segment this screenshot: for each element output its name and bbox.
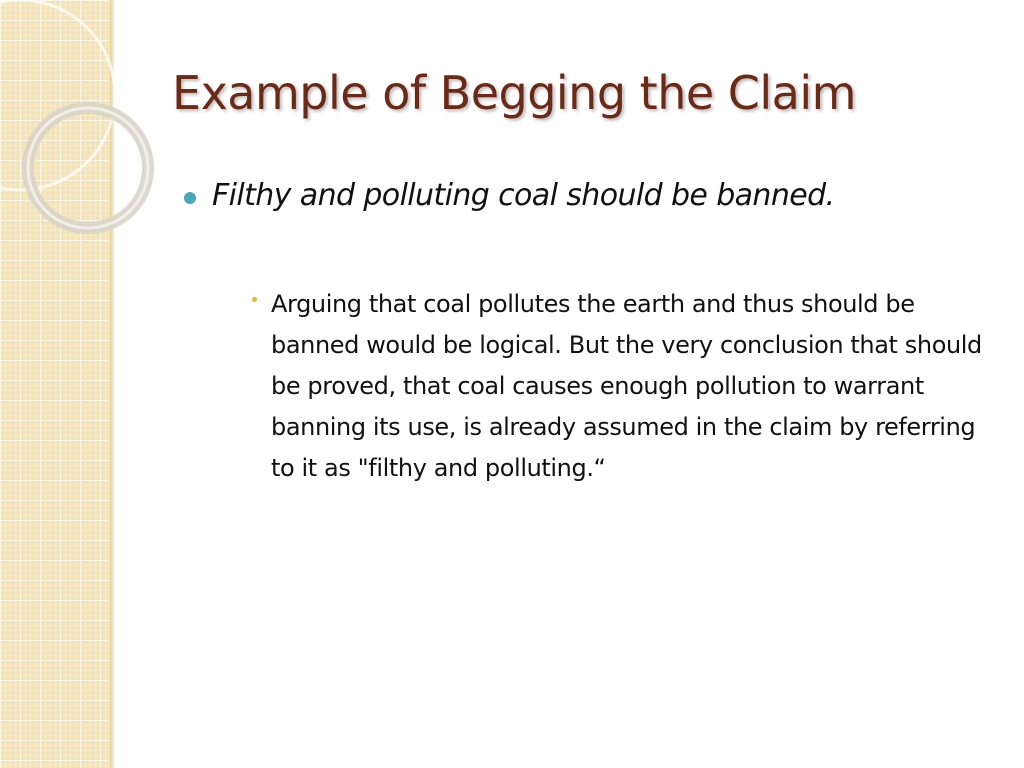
slide-title: Example of Begging the Claim	[172, 66, 856, 120]
sub-bullet-text: Arguing that coal pollutes the earth and thus should be banned would be logical. But the very conclusion that should be proved, that coal causes enough pollution to warrant banning its use, is already assumed in the claim by referring to it as "filthy and polluting.“	[271, 290, 982, 482]
bullet-text: Filthy and polluting coal should be banned.	[212, 178, 835, 213]
sub-bullet-dot-icon	[252, 297, 257, 302]
side-panel-edge	[110, 0, 114, 768]
decorative-side-panel	[0, 0, 113, 768]
bullet-dot-icon	[184, 192, 196, 204]
